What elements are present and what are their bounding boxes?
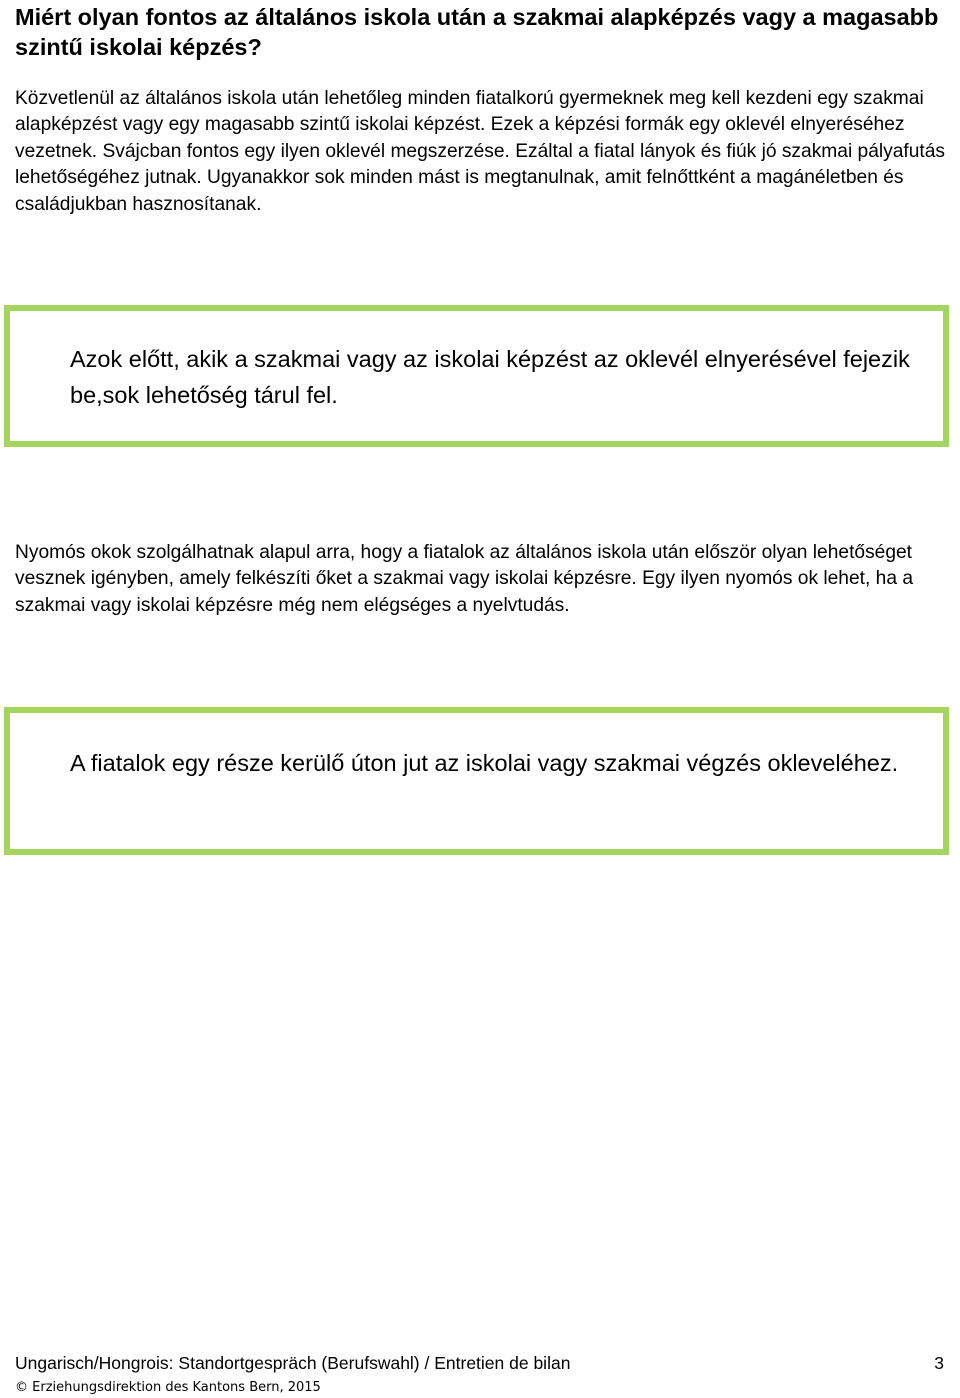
copyright-notice: © Erziehungsdirektion des Kantons Bern, 2015 <box>15 1380 321 1395</box>
page-heading: Miért olyan fontos az általános iskola után a szakmai alapképzés vagy a magasabb szintű iskolai képzés? <box>15 4 939 60</box>
callout-box-opportunities <box>4 305 949 447</box>
footer-title: Ungarisch/Hongrois: Standortgespräch (Berufswahl) / Entretien de bilan <box>15 1353 571 1373</box>
page-number: 3 <box>934 1353 944 1373</box>
callout-box-detour <box>4 707 949 855</box>
callout-text: Azok előtt, akik a szakmai vagy az iskolai képzést az oklevél elnyerésével fejezik be,sok lehetőség tárul fel. <box>70 346 910 408</box>
reasons-paragraph: Nyomós okok szolgálhatnak alapul arra, hogy a fiatalok az általános iskola után először olyan lehetőséget vesznek igényben, amely felkészíti őket a szakmai vagy iskolai képzésre. Egy ilyen nyomós ok lehet, ha a szakmai vagy iskolai képzésre még nem elégséges a nyelvtudás. <box>15 542 913 616</box>
intro-paragraph: Közvetlenül az általános iskola után lehetőleg minden fiatalkorú gyermeknek meg kell kezdeni egy szakmai alapképzést vagy egy magasabb szintű iskolai képzést. Ezek a képzési formák egy oklevél elnyeréséhez vezetnek. Svájcban fontos egy ilyen oklevél megszerzése. Ezáltal a fiatal lányok és fiúk jó szakmai pályafutás lehetőségéhez jutnak. Ugyanakkor sok minden mást is megtanulnak, amit felnőttként a magánéletben és családjukban hasznosítanak. <box>15 88 946 215</box>
callout-text: A fiatalok egy része kerülő úton jut az iskolai vagy szakmai végzés okleveléhez. <box>70 750 899 776</box>
